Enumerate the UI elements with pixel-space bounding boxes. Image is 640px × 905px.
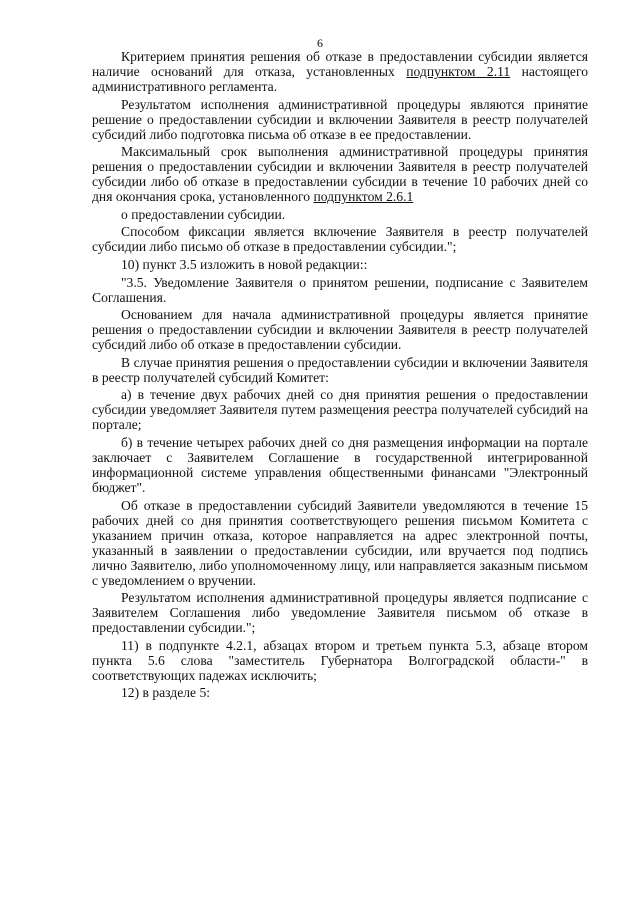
paragraph	[92, 685, 588, 700]
paragraph	[92, 97, 588, 142]
paragraph	[92, 355, 588, 385]
paragraph-text: Критерием принятия решения об отказе в предоставлении субсидии является наличие оснований для отказа, установленных	[92, 49, 588, 79]
paragraph-text: Об отказе в предоставлении субсидий Заявители уведомляются в течение 15 рабочих дней со дня принятия соответствующего решения письмом Комитета с указанием причин отказа, которое направляется на адрес электронной почты, указанный в заявлении о предоставлении субсидии, или вручается под подпись лично Заявителю, либо уполномоченному лицу, или направляется заказным письмом с уведомлением о вручении.	[92, 497, 588, 588]
page-number: 6	[317, 36, 323, 50]
paragraph	[92, 49, 588, 94]
paragraph	[92, 435, 588, 495]
paragraph-text: б) в течение четырех рабочих дней со дня размещения информации на портале заключает с Заявителем Соглашение в государственной интегрированной информационной системе управления общественными финансами "Электронный бюджет".	[92, 434, 588, 495]
paragraph-text: Результатом исполнения административной процедуры являются принятие решение о предоставлении субсидии и включении Заявителя в реестр получателей субсидий либо подготовка письма об отказе в ее предоставлении.	[92, 96, 588, 142]
paragraph-text: Основанием для начала административной процедуры является принятие решения о предоставлении субсидии и включении Заявителя в реестр получателей субсидий либо об отказе в предоставлении субсидии.	[92, 307, 588, 353]
paragraph	[92, 590, 588, 635]
paragraph-text: Максимальный срок выполнения административной процедуры принятия решения о предоставлении субсидии и включении Заявителя в реестр получателей субсидии либо об отказе в предоставлении субсидии в течение 10 рабочих дней со дня окончания срока, установленного	[92, 144, 588, 205]
paragraph	[92, 207, 588, 222]
paragraph-text: В случае принятия решения о предоставлении субсидии и включении Заявителя в реестр получателей субсидий Комитет:	[92, 354, 588, 385]
cross-reference-link[interactable]: подпунктом 2.6.1	[313, 189, 414, 205]
paragraph-text: настоящего административного регламента.	[92, 64, 589, 94]
paragraph-text: 11) в подпункте 4.2.1, абзацах втором и третьем пункта 5.3, абзаце втором пункта 5.6 слова "заместитель Губернатора Волгоградской области-" в соответствующих падежах исключить;	[92, 637, 588, 683]
paragraph-text: "3.5. Уведомление Заявителя о принятом решении, подписание с Заявителем Соглашения.	[92, 274, 588, 305]
paragraph-text: Результатом исполнения административной процедуры является подписание с Заявителем Соглашения либо уведомление Заявителя письмом об отказе в предоставлении субсидии.";	[92, 590, 588, 636]
paragraph-text: 12) в разделе 5:	[121, 685, 211, 701]
paragraph	[92, 224, 588, 254]
paragraph	[92, 638, 588, 683]
paragraph	[92, 307, 588, 352]
paragraph-text: а) в течение двух рабочих дней со дня принятия решения о предоставлении субсидии уведомляет Заявителя путем размещения реестра получателей субсидий на портале;	[92, 387, 588, 433]
paragraph	[92, 257, 588, 272]
paragraph	[92, 144, 588, 204]
paragraph	[92, 498, 588, 588]
paragraph	[92, 387, 588, 432]
paragraph-text: 10) пункт 3.5 изложить в новой редакции::	[121, 256, 368, 272]
paragraph-text: о предоставлении субсидии.	[121, 206, 286, 222]
paragraph-text: Способом фиксации является включение Заявителя в реестр получателей субсидии либо письмо об отказе в предоставлении субсидии.";	[92, 224, 588, 255]
document-body	[92, 49, 588, 703]
paragraph	[92, 275, 588, 305]
cross-reference-link[interactable]: подпунктом 2.11	[406, 64, 511, 79]
